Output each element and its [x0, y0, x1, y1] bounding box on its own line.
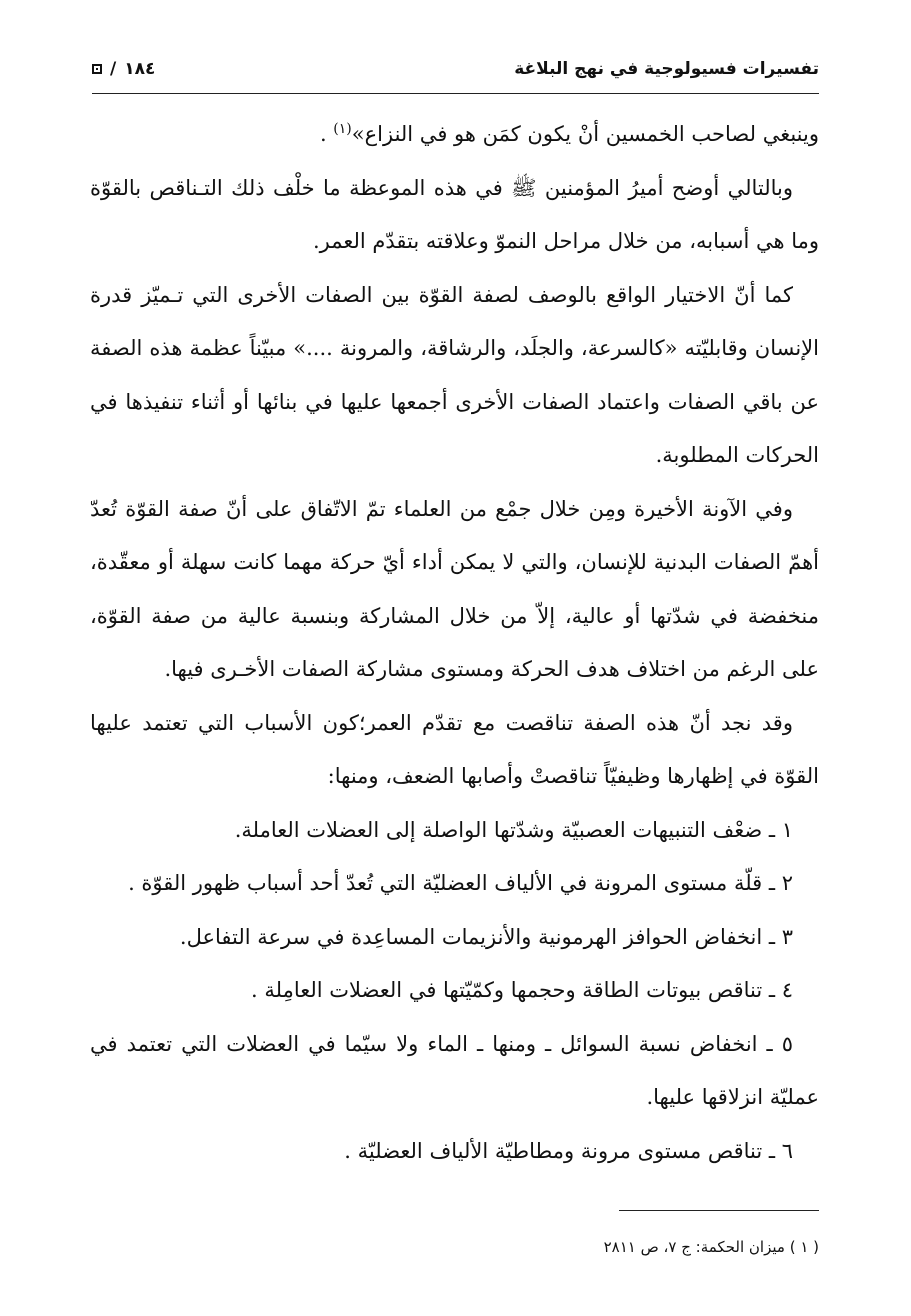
running-header — [92, 52, 819, 86]
footnote-ref-1: (١) — [333, 121, 352, 137]
list-item-2: ٢ ـ قلّة مستوى المرونة في الألياف العضليّة التي تُعدّ أحد أسباب ظهور القوّة . — [128, 871, 793, 895]
footnote-text: ميزان الحكمة: ج ٧، ص ٢٨١١ — [603, 1238, 785, 1256]
paragraph-5: وقد نجد أنّ هذه الصفة تناقصت مع تقدّم العمر؛كون الأسباب التي تعتمد عليها القوّة في إظهارها وظيفيّاً تناقصتْ وأصابها الضعف، ومنها: — [90, 710, 819, 788]
list-item-4: ٤ ـ تناقص بيوتات الطاقة وحجمها وكمّيّتها في العضلات العامِلة . — [251, 978, 793, 1002]
paragraph-1 — [90, 108, 819, 162]
paragraph-4: وفي الآونة الأخيرة ومِن خلال جمْع من العلماء تمّ الاتّفاق على أنّ صفة القوّة تُعدّ أهمّ الصفات البدنية للإنسان، والتي لا يمكن أداء أيّ حركة مهما كانت سهلة أو معقّدة، منخفضة في شدّتها أو عالية، إلاّ من خلال المشاركة وبنسبة عالية من صفة القوّة، على الرغم من اختلاف هدف الحركة ومستوى مشاركة الصفات الأخـرى فيها. — [90, 496, 819, 681]
book-title: تفسيرات فسيولوجية في نهج البلاغة — [514, 59, 819, 79]
paragraph-3: كما أنّ الاختيار الواقع بالوصف لصفة القوّة بين الصفات الأخرى التي تـميّز قدرة الإنسان وقابليّته «كالسرعة، والجلَد، والرشاقة، والمرونة ....» مبيّناً عظمة هذه الصفة عن باقي الصفات واعتماد الصفات الأخرى أجمعها عليها في بنائها أو أثناء تنفيذها في الحركات المطلوبة. — [90, 282, 819, 467]
paragraph-2: وبالتالي أوضح أميرُ المؤمنين ﷺ في هذه الموعظة ما خلْف ذلك التـناقص بالقوّة وما هي أسبابه، من خلال مراحل النموّ وعلاقته بتقدّم العمر. — [90, 175, 819, 253]
page-number-group — [92, 59, 155, 79]
list-item-3: ٣ ـ انخفاض الحوافز الهرمونية والأنزيمات المساعِدة في سرعة التفاعل. — [179, 924, 793, 949]
footnote-divider — [619, 1210, 819, 1211]
list-item-1: ١ ـ ضعْف التنبيهات العصبيّة وشدّتها الواصلة إلى العضلات العاملة. — [234, 817, 793, 842]
page-number: ١٨٤ — [124, 59, 156, 79]
list-item-6: ٦ ـ تناقص مستوى مرونة ومطاطيّة الألياف العضليّة . — [344, 1138, 793, 1163]
header-divider — [92, 93, 819, 94]
page-number-separator: / — [110, 59, 117, 79]
paragraph-1-end: . — [319, 122, 334, 146]
main-text — [90, 108, 819, 1178]
paragraph-1-text: وينبغي لصاحب الخمسين أنْ يكون كمَن هو في النزاع» — [351, 122, 819, 146]
list-item-5: ٥ ـ انخفاض نسبة السوائل ـ ومنها ـ الماء ولا سيّما في العضلات التي تعتمد في عمليّة انزلاقها عليها. — [90, 1031, 819, 1109]
square-ornament-icon — [92, 64, 102, 74]
footnote — [92, 1236, 819, 1258]
footnote-marker: ( ١ ) — [789, 1238, 819, 1256]
